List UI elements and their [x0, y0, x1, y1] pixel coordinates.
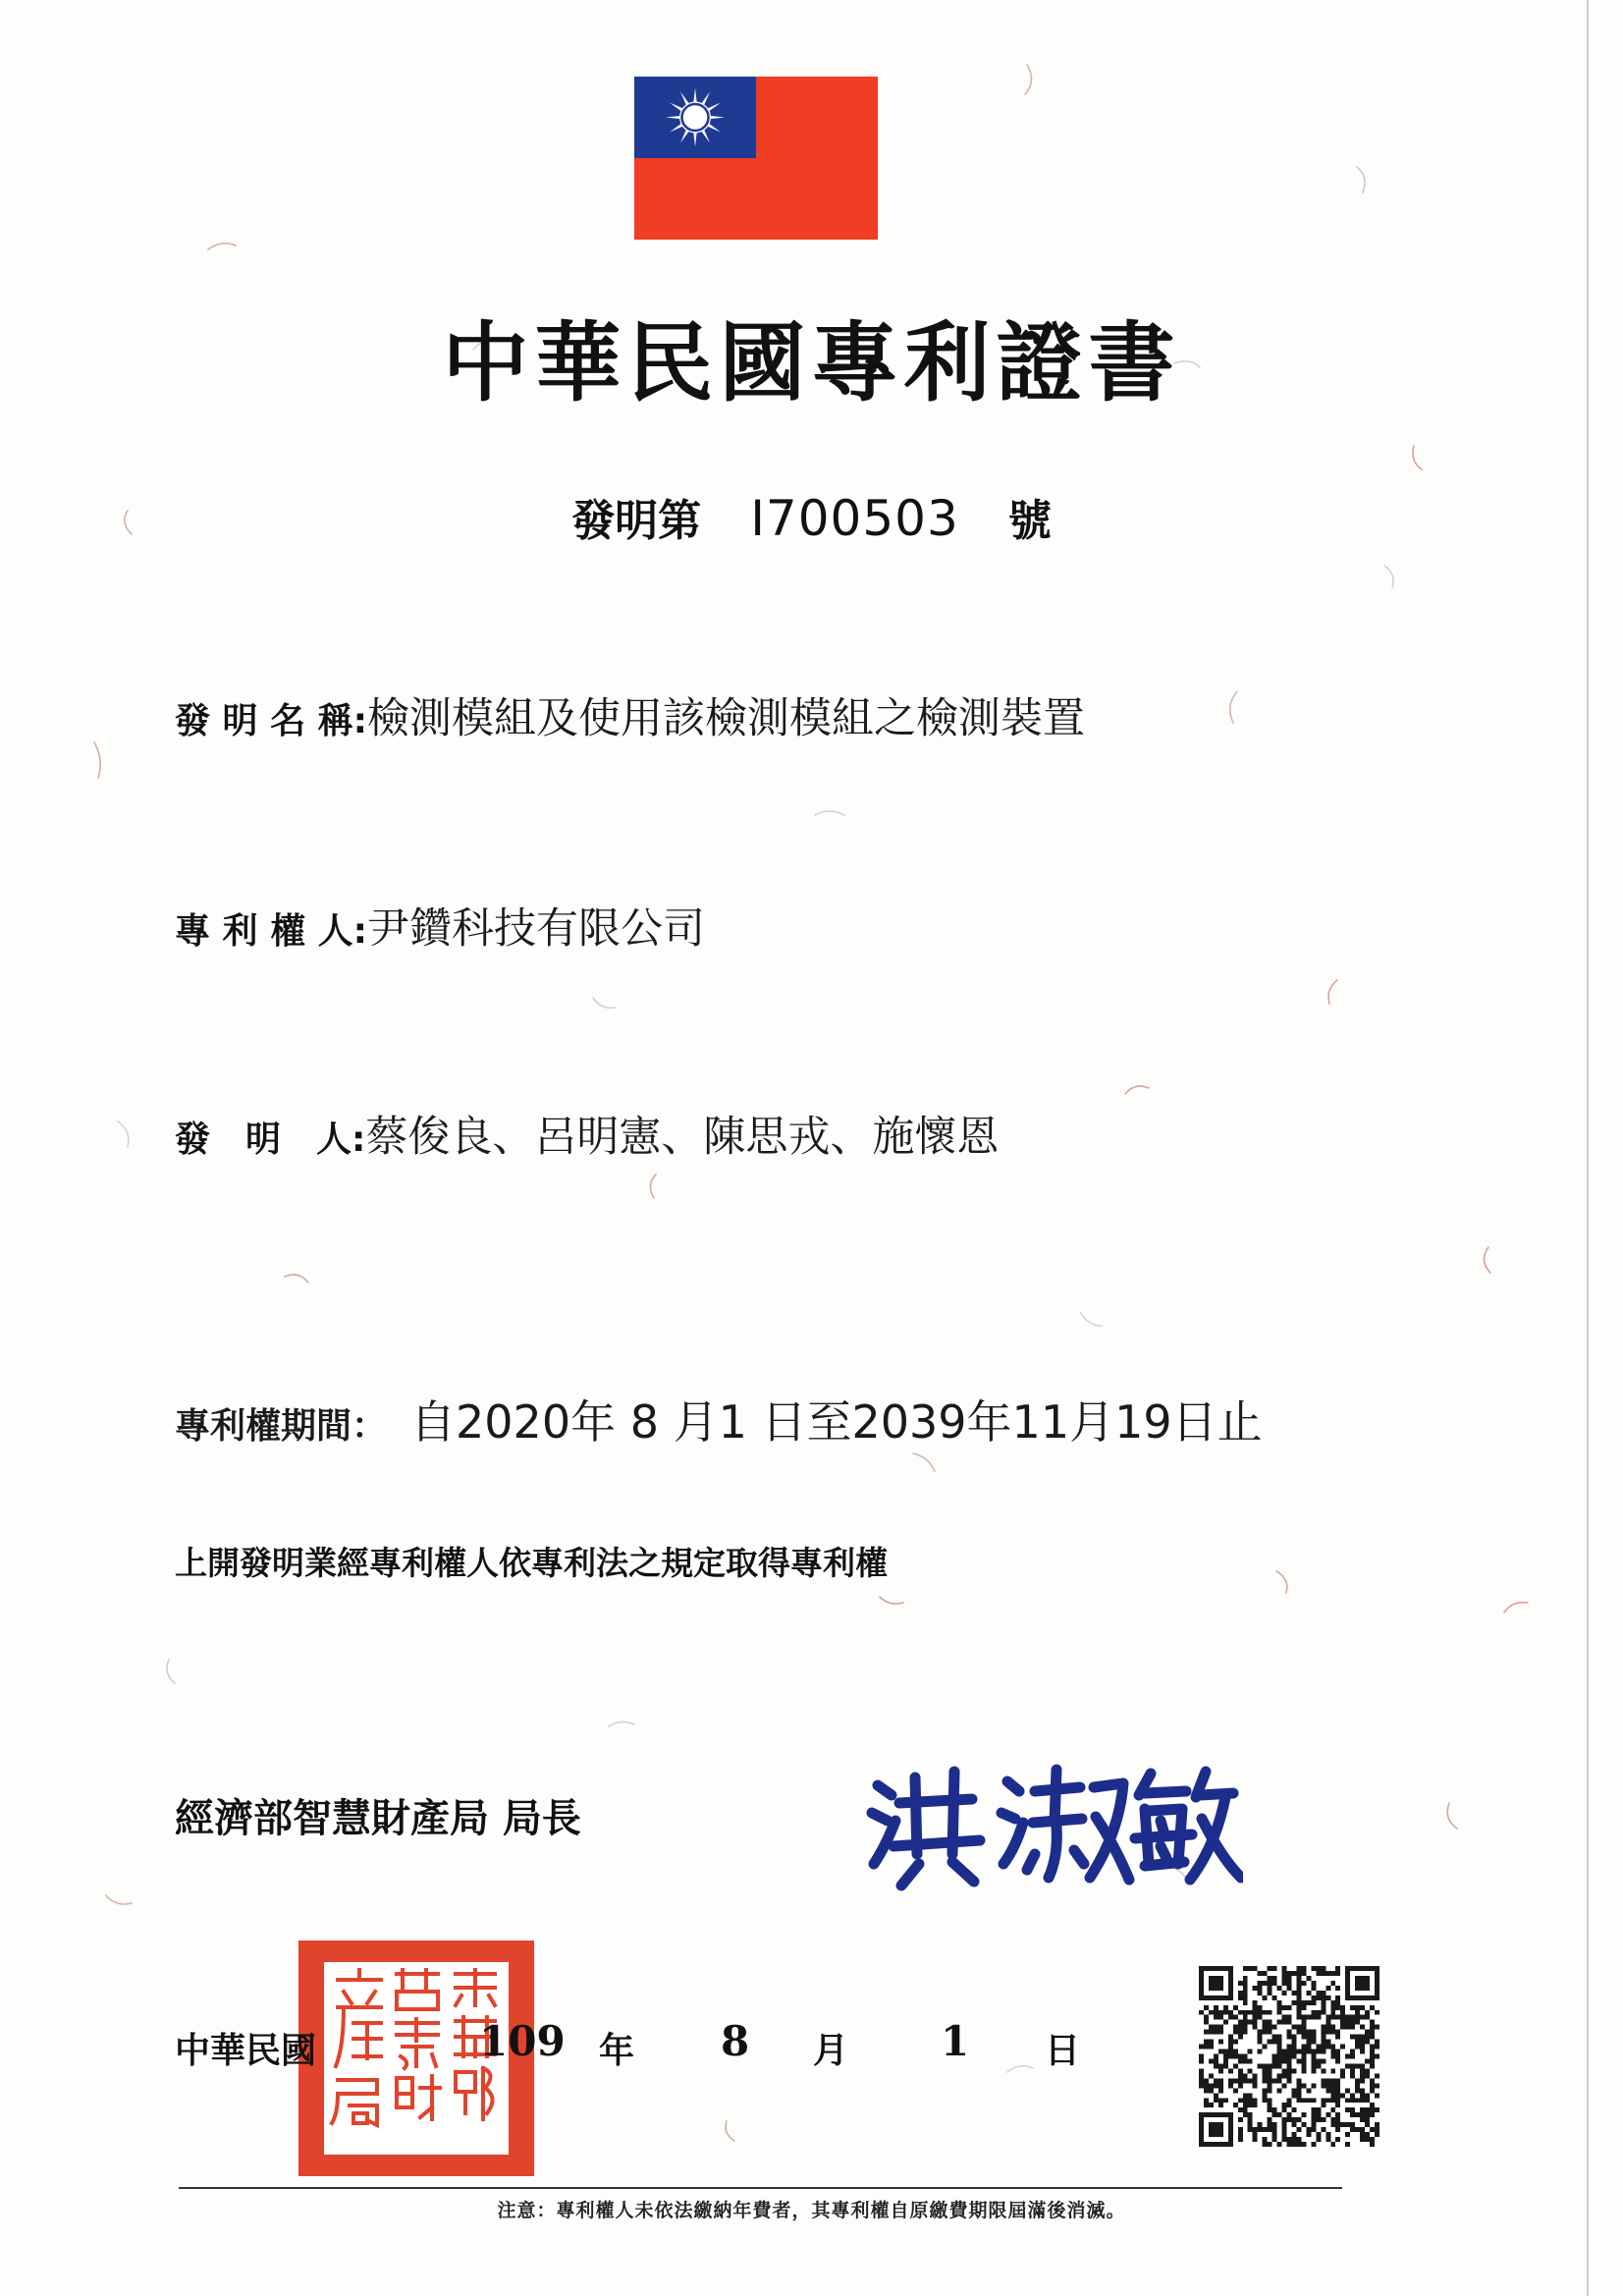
patent-period-value: 自2020年 8 月1 日至2039年11月19日止 — [410, 1395, 1263, 1449]
patent-period-label: 專利權期間： — [175, 1406, 388, 1447]
patentee-value: 尹鑽科技有限公司 — [367, 904, 705, 954]
issue-date-year-unit: 年 — [599, 2031, 635, 2071]
issue-date-era: 中華民國 — [175, 2031, 317, 2071]
issue-date-year: 109 — [479, 2017, 566, 2065]
footer-divider — [179, 2187, 1342, 2189]
issue-date-month: 8 — [721, 2017, 750, 2065]
qr-code-icon — [1199, 1966, 1380, 2147]
inventor-row — [175, 1104, 999, 1164]
issue-date-month-unit: 月 — [813, 2031, 849, 2071]
patentee-label: 專 利 權 人: — [175, 911, 367, 952]
invention-name-value: 檢測模組及使用該檢測模組之檢測裝置 — [367, 694, 1085, 743]
certificate-title: 中華民國專利證書 — [442, 311, 1181, 413]
patent-number: I700503 — [750, 490, 959, 547]
patent-number-line — [0, 485, 1623, 548]
invention-name-row — [175, 685, 1085, 745]
inventor-label: 發 明 人: — [175, 1120, 366, 1160]
footer-note: 注意：專利權人未依法繳納年費者，其專利權自原繳費期限屆滿後消滅。 — [497, 2200, 1126, 2221]
issue-date-day: 1 — [941, 2017, 970, 2065]
patent-number-prefix: 發明第 — [571, 496, 702, 546]
director-signature — [860, 1748, 1243, 1895]
issue-date-day-unit: 日 — [1045, 2031, 1081, 2071]
national-flag-icon — [634, 77, 878, 240]
patentee-row — [175, 896, 705, 956]
grant-statement: 上開發明業經專利權人依專利法之規定取得專利權 — [175, 1544, 888, 1582]
patent-number-suffix: 號 — [1007, 496, 1052, 546]
invention-name-label: 發 明 名 稱: — [175, 701, 367, 741]
inventor-value: 蔡俊良、呂明憲、陳思戎、施懷恩 — [365, 1113, 1000, 1162]
official-title: 經濟部智慧財產局 局長 — [175, 1796, 581, 1841]
patent-period-row — [175, 1387, 1263, 1451]
